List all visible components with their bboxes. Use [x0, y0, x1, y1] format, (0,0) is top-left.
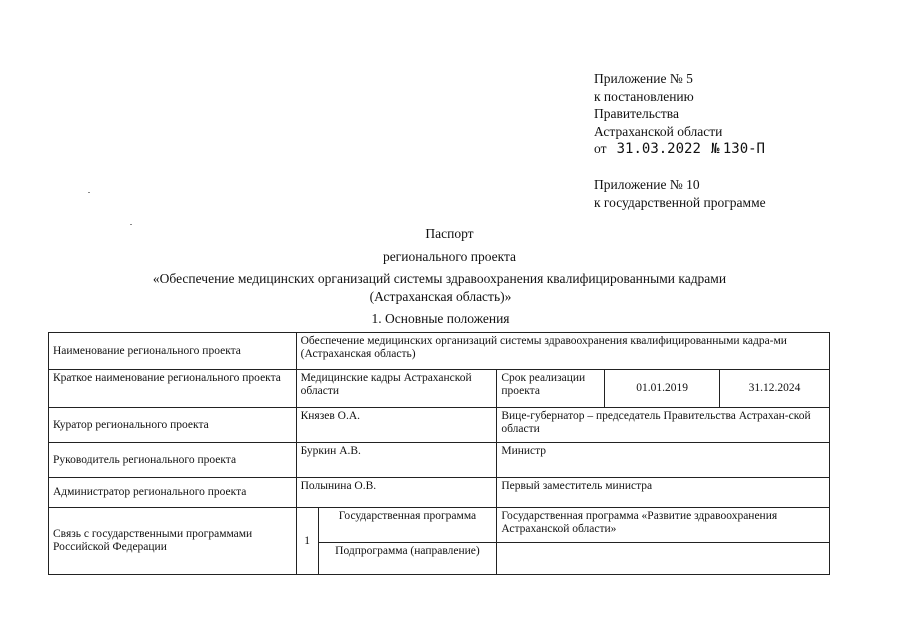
table-row [49, 478, 830, 508]
gov-program-label: Государственная программа [318, 508, 497, 543]
project-name-label: Наименование регионального проекта [49, 333, 297, 370]
table-row [49, 370, 830, 408]
admin-position: Первый заместитель министра [497, 478, 830, 508]
project-title-line2: (Астраханская область)» [369, 289, 512, 304]
appendix-block-program [594, 176, 766, 211]
appendix-program-number: Приложение № 10 [594, 177, 700, 192]
appendix-government: Правительства [594, 106, 679, 121]
section-heading: 1. Основные положения [371, 311, 510, 326]
curator-name: Князев О.А. [296, 408, 497, 443]
appendix-to-program: к государственной программе [594, 194, 766, 210]
table-row [49, 408, 830, 443]
head-position: Министр [497, 443, 830, 478]
term-label: Срок реализации проекта [497, 370, 605, 408]
head-name: Буркин А.В. [296, 443, 497, 478]
project-name-value: Обеспечение медицинских организаций системы здравоохранения квалифицированными кадра-ми (Астраханская область) [296, 333, 829, 370]
number-prefix: № [711, 141, 720, 157]
date-prefix: от [594, 141, 607, 156]
term-end: 31.12.2024 [720, 370, 830, 408]
program-link-number: 1 [296, 508, 318, 575]
resolution-number-stamp: 130-П [722, 141, 765, 157]
appendix-date-line [594, 140, 765, 159]
appendix-number: Приложение № 5 [594, 71, 693, 86]
admin-label: Администратор регионального проекта [49, 478, 297, 508]
head-label: Руководитель регионального проекта [49, 443, 297, 478]
appendix-region: Астраханской области [594, 123, 723, 139]
short-name-value: Медицинские кадры Астраханской области [296, 370, 497, 408]
project-title-line1: «Обеспечение медицинских организаций системы здравоохранения квалифицированными кадрами [152, 271, 727, 286]
program-link-label: Связь с государственными программами Российской Федерации [49, 508, 297, 575]
resolution-date-stamp: 31.03.2022 [616, 141, 701, 157]
short-name-label: Краткое наименование регионального проекта [49, 370, 297, 408]
table-row [49, 443, 830, 478]
admin-name: Полынина О.В. [296, 478, 497, 508]
curator-label: Куратор регионального проекта [49, 408, 297, 443]
appendix-block-resolution [594, 70, 765, 159]
doc-title-passport: Паспорт [425, 226, 474, 241]
curator-position: Вице-губернатор – председатель Правительства Астрахан-ской области [497, 408, 830, 443]
subprogram-label: Подпрограмма (направление) [318, 543, 497, 575]
appendix-to-resolution: к постановлению [594, 88, 694, 104]
passport-table [48, 332, 830, 575]
table-row [49, 508, 830, 543]
gov-program-value: Государственная программа «Развитие здравоохранения Астраханской области» [497, 508, 830, 543]
table-row [49, 333, 830, 370]
term-start: 01.01.2019 [605, 370, 720, 408]
doc-subtitle: регионального проекта [382, 249, 517, 264]
subprogram-value [497, 543, 830, 575]
